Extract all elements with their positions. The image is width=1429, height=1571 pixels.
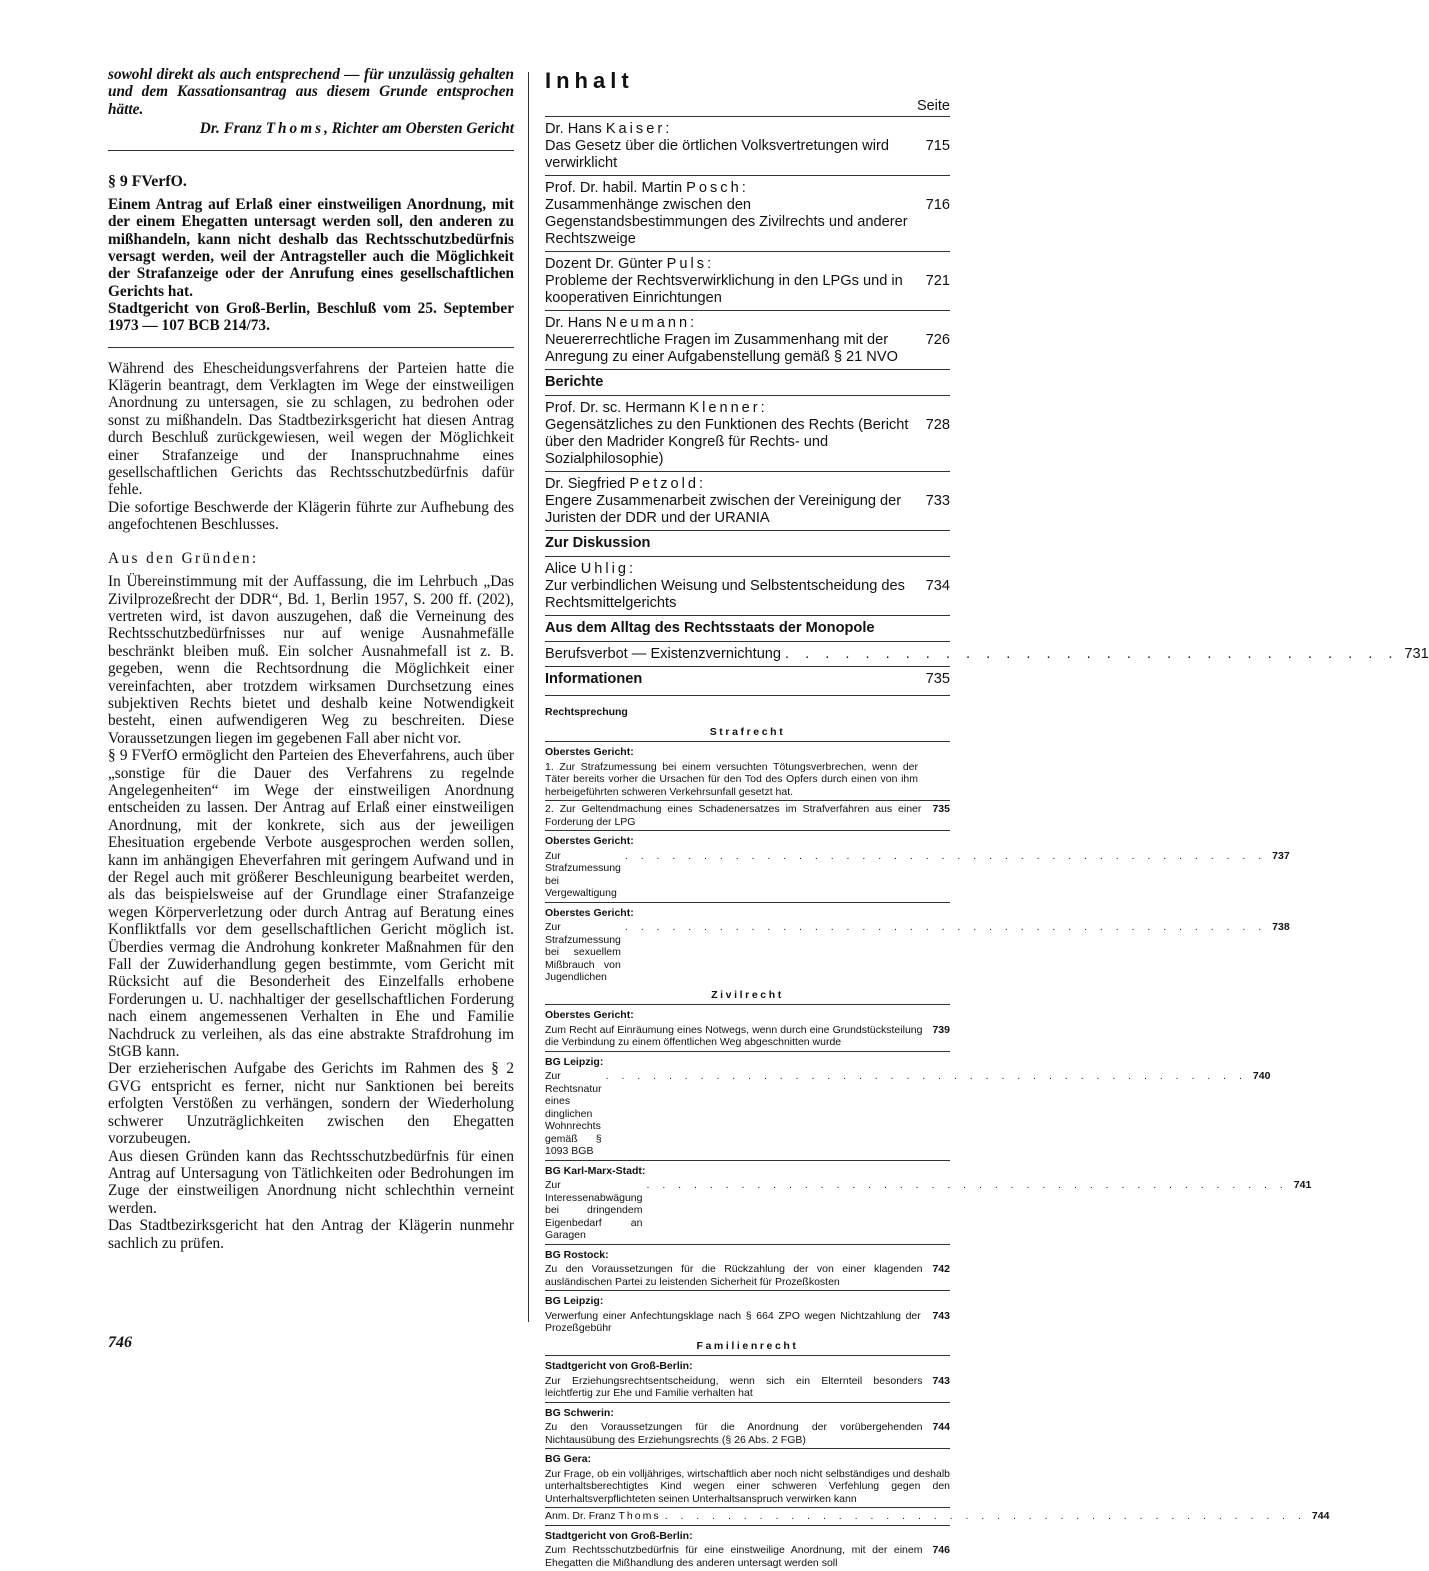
toc-court: Oberstes Gericht: (545, 905, 950, 922)
divider (108, 347, 514, 348)
toc-case-text: Zu den Voraussetzungen für die Rückzahlung der von einer klagenden ausländischen Partei zu leistenden Sicherheit für Prozeßkosten (545, 1263, 922, 1288)
toc-page-number: 726 (926, 332, 950, 349)
toc-case-entry[interactable] (545, 800, 950, 830)
annotation-name: Thoms (619, 1510, 661, 1522)
toc-page-number: 731 (1404, 646, 1428, 663)
toc-court: BG Karl-Marx-Stadt: (545, 1163, 950, 1180)
body-paragraph: Das Stadtbezirksgericht hat den Antrag der Klägerin nunmehr sachlich zu prüfen. (108, 1217, 514, 1252)
author-prefix: Alice (545, 561, 581, 577)
toc-seite-label: Seite (545, 98, 950, 116)
toc-author (545, 561, 950, 578)
toc-page-number: 738 (1272, 921, 1290, 934)
leader-dots: . . . . . . . . . . . . . . . . . . . . . . . . . . . . . . . . . . . . . . . . . (606, 1070, 1247, 1083)
author-name: Klenner (689, 400, 760, 416)
author-prefix: Dr. Hans (545, 315, 606, 331)
leitsatz: Einem Antrag auf Erlaß einer einstweiligen Anordnung, mit der einem Ehegatten untersagt werden soll, den anderen zu mißhandeln, kann nicht deshalb das Rechtsschutzbedürfnis versagt werden, weil der Antragsteller auch die Möglichkeit der Strafanzeige oder der Anrufung eines gesellschaftlichen Gerichts hat. (108, 196, 514, 300)
toc-court: BG Schwerin: (545, 1405, 950, 1422)
toc-entry-text: Probleme der Rechtsverwirklichung in den LPGs und in kooperativen Einrichtungen (545, 273, 916, 307)
leader-dots: . . . . . . . . . . . . . . . . . . . . . . . . . . . . . . . . . . . . . . . . . (665, 1510, 1306, 1523)
toc-entry-alltag[interactable] (545, 641, 950, 666)
toc-author (545, 315, 950, 332)
law-heading: § 9 FVerfO. (108, 173, 514, 190)
section-diskussion: Zur Diskussion (545, 530, 950, 556)
left-column (108, 66, 514, 1252)
toc-page-number: 740 (1253, 1070, 1271, 1083)
toc-main-entries (545, 116, 950, 369)
toc-court: Oberstes Gericht: (545, 1007, 950, 1024)
body-paragraph: § 9 FVerfO ermöglicht den Parteien des Eheverfahrens, auch über „sonstige für die Dauer des Verfahrens zu regelnde Angelegenheiten“ im Wege der einstweiligen Anordnung entscheiden zu lassen. Der Antrag auf Erlaß einer einstweiligen Anordnung, mit der konkrete, sich aus der jeweiligen Ehesituation ergebende Verbote ausgesprochen werden sollen, kann im anhängigen Eheverfahren mit geringem Aufwand und in der Regel auch mit größerer Beschleunigung bearbeitet werden, als das beispielsweise auf der Grundlage einer Strafanzeige wegen Körperverletzung oder durch Antrag auf Beratung eines Konfliktfalls vor dem gesellschaftlichen Gericht möglich ist. Überdies vermag die Androhung konkreter Maßnahmen für den Fall der Zuwiderhandlung gegen bestimmte, vom Gericht mit Rücksicht auf die Besonderheit des Einzelfalls erhobene Forderungen u. U. nachhaltiger der gesellschaftlichen Forderung nach einem angemessenen Verhalten in Ehe und Familie Nachdruck zu verleihen, als das eine abstrakte Strafdrohung im StGB kann. (108, 747, 514, 1060)
annotation-prefix: Anm. Dr. Franz (545, 1510, 619, 1522)
author-colon: : (699, 476, 703, 492)
author-prefix: Dozent Dr. Günter (545, 256, 667, 272)
toc-author (545, 476, 950, 493)
toc-berichte-entries (545, 395, 950, 530)
signature-name: Thoms (266, 120, 324, 137)
author-prefix: Prof. Dr. habil. Martin (545, 180, 686, 196)
toc-author (545, 400, 950, 417)
toc-entry-text: Engere Zusammenarbeit zwischen der Vereinigung der Juristen der DDR und der URANIA (545, 493, 916, 527)
toc-case-text: Verwerfung einer Anfechtungsklage nach § 664 ZPO wegen Nichtzahlung der Prozeßgebühr (545, 1310, 921, 1335)
toc-case-entry[interactable] (545, 1290, 950, 1337)
toc-case-entry[interactable] (545, 1004, 950, 1051)
toc-case-text: Zur Rechtsnatur eines dinglichen Wohnrechts gemäß § 1093 BGB (545, 1070, 602, 1158)
toc-entry[interactable] (545, 471, 950, 530)
toc-entry-text: Das Gesetz über die örtlichen Volksvertretungen wird verwirklicht (545, 138, 916, 172)
author-prefix: Dr. Siegfried (545, 476, 629, 492)
toc-page-number: 744 (1312, 1510, 1330, 1523)
toc-entry-text: Zur verbindlichen Weisung und Selbstentscheidung des Rechtsmittelgerichts (545, 578, 916, 612)
author-name: Uhlig (581, 561, 629, 577)
toc-page-number: 715 (926, 138, 950, 155)
court-reference: Stadtgericht von Groß-Berlin, Beschluß vom 25. September 1973 — 107 BCB 214/73. (108, 300, 514, 335)
toc-case-entry[interactable] (545, 1355, 950, 1402)
toc-zivilrecht-entries (545, 1004, 950, 1337)
annotation-author (545, 1510, 661, 1523)
toc-entry[interactable] (545, 175, 950, 251)
toc-diskussion-entries (545, 556, 950, 615)
author-colon: : (742, 180, 746, 196)
subsection-strafrecht: Strafrecht (545, 723, 950, 742)
toc-entry-text: Berufsverbot — Existenzvernichtung (545, 646, 781, 663)
page-number: 746 (108, 1334, 132, 1352)
toc-case-entry[interactable] (545, 1402, 950, 1449)
toc-page-number: 737 (1272, 850, 1290, 863)
toc-author (545, 256, 950, 273)
author-name: Petzold (629, 476, 699, 492)
toc-case-text: Zur Erziehungsrechtsentscheidung, wenn sich ein Elternteil besonders leichtfertig zur Ehe und Familie verhalten hat (545, 1375, 922, 1400)
toc-entry-text: Neuererrechtliche Fragen im Zusammenhang mit der Anregung zu einer Aufgabenstellung gemäß § 21 NVO (545, 332, 916, 366)
subsection-familienrecht: Familienrecht (545, 1337, 950, 1356)
toc-page-number: 742 (932, 1263, 950, 1276)
leader-dots: . . . . . . . . . . . . . . . . . . . . . . . . . . . . . . . . . . . . . . . . . (646, 1179, 1287, 1192)
toc-case-entry[interactable] (545, 1160, 950, 1244)
toc-entry-text: Zusammenhänge zwischen den Gegenstandsbestimmungen des Zivilrechts und anderer Rechtszweige (545, 197, 916, 248)
toc-court: Stadtgericht von Groß-Berlin: (545, 1528, 950, 1545)
toc-case-entry[interactable] (545, 902, 950, 986)
leader-dots: . . . . . . . . . . . . . . . . . . . . . . . . . . . . . . . (785, 646, 1398, 663)
author-colon: : (761, 400, 765, 416)
signature-prefix: Dr. Franz (200, 120, 266, 137)
author-prefix: Dr. Hans (545, 121, 606, 137)
toc-page-number: 739 (932, 1024, 950, 1037)
toc-court: BG Rostock: (545, 1247, 950, 1264)
author-name: Neumann (606, 315, 690, 331)
rechtsprechung-section (545, 695, 950, 1571)
toc-page-number: 741 (1294, 1179, 1312, 1192)
author-colon: : (707, 256, 711, 272)
toc-page-number: 734 (926, 578, 950, 595)
toc-case-entry[interactable] (545, 1051, 950, 1160)
leader-dots: . . . . . . . . . . . . . . . . . . . . . . . . . . . . . . . . . . . . . . . . . (625, 850, 1266, 863)
toc-page-number: 743 (932, 1375, 950, 1388)
author-colon: : (629, 561, 633, 577)
toc-case-entry[interactable] (545, 830, 950, 902)
toc-page-number: 743 (931, 1310, 950, 1323)
toc-entry[interactable] (545, 116, 950, 175)
signature-suffix: , Richter am Obersten Gericht (324, 120, 514, 137)
toc-court: Oberstes Gericht: (545, 744, 950, 761)
toc-page-number: 716 (926, 197, 950, 214)
subsection-zivilrecht: Zivilrecht (545, 986, 950, 1005)
author-prefix: Prof. Dr. sc. Hermann (545, 400, 689, 416)
toc-case-entry[interactable] (545, 741, 950, 800)
toc-case-text: 2. Zur Geltendmachung eines Schadenersatzes im Strafverfahren aus einer Forderung der LPG (545, 803, 921, 828)
toc-title: Inhalt (545, 72, 950, 100)
toc-page-number: 735 (931, 803, 950, 816)
toc-entry[interactable] (545, 310, 950, 369)
toc-case-entry[interactable] (545, 1448, 950, 1507)
toc-case-text: Zur Interessenabwägung bei dringendem Eigenbedarf an Garagen (545, 1179, 642, 1242)
toc-entry-text: Gegensätzliches zu den Funktionen des Rechts (Bericht über den Madrider Kongreß für Rechts- und Sozialphilosophie) (545, 417, 916, 468)
toc-page-number: 728 (926, 417, 950, 434)
intro-paragraph: sowohl direkt als auch entsprechend — für unzulässig gehalten und dem Kassationsantrag aus diesem Grunde entsprochen hätte. (108, 66, 514, 118)
toc-case-text: 1. Zur Strafzumessung bei einem versuchten Tötungsverbrechen, wenn der Täter bereits vorher die Ursachen für den Tod des Opfers durch einen von ihm herbeigeführten schweren Verkehrsunfall gesetzt hat. (545, 761, 950, 799)
author-name: Posch (686, 180, 742, 196)
author-name: Puls (667, 256, 707, 272)
toc-page-number: 735 (924, 671, 950, 688)
toc-entry[interactable] (545, 395, 950, 471)
toc-familienrecht-entries (545, 1355, 950, 1571)
column-divider (528, 72, 529, 1322)
body-paragraph: Aus diesen Gründen kann das Rechtsschutzbedürfnis für einen Antrag auf Untersagung von Tätlichkeiten oder Bedrohungen im Zuge der einstweiligen Anordnung nicht schlechthin verneint werden. (108, 1148, 514, 1218)
section-rechtsprechung: Rechtsprechung (545, 695, 950, 723)
toc-case-text: Zum Rechtsschutzbedürfnis für eine einstweilige Anordnung, mit der einem Ehegatten die Mißhandlung des anderen untersagt werden soll (545, 1544, 922, 1569)
toc-page-number: 721 (926, 273, 950, 290)
leader-dots: . . . . . . . . . . . . . . . . . . . . . . . . . . . . . . . . . . . . . . . . . (625, 921, 1266, 934)
toc-page-number: 746 (932, 1544, 950, 1557)
toc-case-text: Zur Frage, ob ein volljähriges, wirtschaftlich aber noch nicht selbständiges und deshalb unterhaltsberechtigtes Kind wegen einer schweren Verfehlung gegen den Unterhaltsverpflichteten seinen Unterhaltsanspruch verwirken kann (545, 1468, 950, 1506)
toc-page-number: 744 (932, 1421, 950, 1434)
body-paragraph: Die sofortige Beschwerde der Klägerin führte zur Aufhebung des angefochtenen Beschlusses. (108, 499, 514, 534)
toc-entry[interactable] (545, 556, 950, 615)
body-paragraph: In Übereinstimmung mit der Auffassung, die im Lehrbuch „Das Zivilprozeßrecht der DDR“, Bd. 1, Berlin 1957, S. 200 ff. (202), vertreten wird, ist davon auszugehen, daß die Verneinung des Rechtsschutzbedürfnisses nur auf wenige Ausnahmefälle beschränkt bleiben muß. Ein solcher Ausnahmefall ist z. B. gegeben, wenn die Rechtsordnung die Möglichkeit einer vereinfachten, aber trotzdem wirksamen Durchsetzung eines subjektiven Rechts bietet und deshalb keine Notwendigkeit besteht, einen aufwendigeren Weg zu beschreiten. Diese Voraussetzungen liegen im gegebenen Fall aber nicht vor. (108, 573, 514, 747)
toc-court: Stadtgericht von Groß-Berlin: (545, 1358, 950, 1375)
toc-case-text: Zur Strafzumessung bei sexuellem Mißbrauch von Jugendlichen (545, 921, 621, 984)
toc-case-entry[interactable] (545, 1525, 950, 1571)
toc-case-text: Zu den Voraussetzungen für die Anordnung der vorübergehenden Nichtausübung des Erziehungsrechts (§ 26 Abs. 2 FGB) (545, 1421, 922, 1446)
body-paragraph: Der erzieherischen Aufgabe des Gerichts im Rahmen des § 2 GVG entspricht es ferner, nicht nur Sanktionen bei bereits erfolgten Verstößen zu verhängen, sondern der Wiederholung schwerer Unzuträglichkeiten zwischen den Ehegatten vorzubeugen. (108, 1060, 514, 1147)
toc-entry-text: Informationen (545, 671, 642, 688)
author-name: Kaiser (606, 121, 665, 137)
section-alltag: Aus dem Alltag des Rechtsstaats der Monopole (545, 615, 950, 641)
body-paragraph: Während des Ehescheidungsverfahrens der Parteien hatte die Klägerin beantragt, dem Verklagten im Wege der einstweiligen Anordnung zu untersagen, sie zu schlagen, zu bedrohen oder sonst zu mißhandeln. Das Stadtbezirksgericht hat diesen Antrag durch Beschluß zurückgewiesen, weil wegen der Möglichkeit einer Strafanzeige und der Inanspruchnahme eines gesellschaftlichen Gerichts das Rechtsschutzbedürfnis dafür fehle. (108, 360, 514, 499)
author-colon: : (690, 315, 694, 331)
toc-author (545, 121, 950, 138)
toc-entry-informationen[interactable] (545, 666, 950, 691)
toc-case-entry[interactable] (545, 1507, 950, 1525)
toc-case-entry[interactable] (545, 1244, 950, 1291)
toc-case-text: Zum Recht auf Einräumung eines Notwegs, wenn durch eine Grundstücksteilung die Verbindung zu einem öffentlichen Weg abgeschnitten wurde (545, 1024, 922, 1049)
toc-entry[interactable] (545, 251, 950, 310)
signature (108, 120, 514, 137)
toc-court: BG Gera: (545, 1451, 950, 1468)
section-berichte: Berichte (545, 369, 950, 395)
toc-page-number: 733 (926, 493, 950, 510)
toc-court: BG Leipzig: (545, 1293, 950, 1310)
toc-strafrecht-entries (545, 741, 950, 986)
toc-author (545, 180, 950, 197)
gruende-label: Aus den Gründen: (108, 550, 514, 567)
toc-court: BG Leipzig: (545, 1054, 950, 1071)
table-of-contents (545, 72, 950, 1571)
divider (108, 150, 514, 151)
toc-case-text: Zur Strafzumessung bei Vergewaltigung (545, 850, 621, 900)
toc-court: Oberstes Gericht: (545, 833, 950, 850)
author-colon: : (665, 121, 669, 137)
